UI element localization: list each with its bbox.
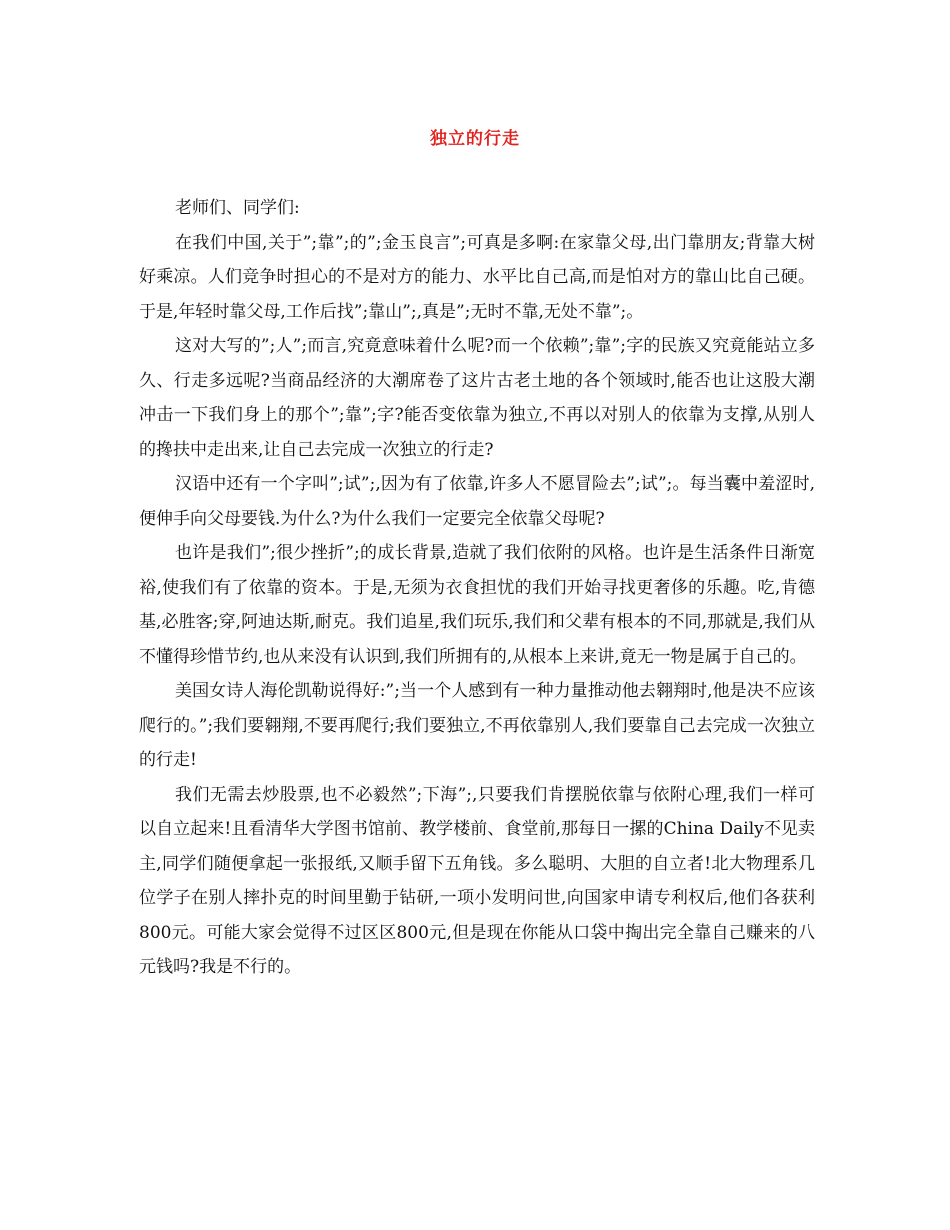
paragraph: 在我们中国,关于”;靠”;的”;金玉良言”;可真是多啊:在家靠父母,出门靠朋友;背靠大树好乘凉。人们竞争时担心的不是对方的能力、水平比自己高,而是怕对方的靠山比自己硬。于是,年轻时靠父母,工作后找”;靠山”;,真是”;无时不靠,无处不靠”;。 xyxy=(139,232,815,322)
paragraph-salutation: 老师们、同学们: xyxy=(175,198,300,218)
paragraph: 美国女诗人海伦凯勒说得好:”;当一个人感到有一种力量推动他去翱翔时,他是决不应该爬行的。”;我们要翱翔,不要再爬行;我们要独立,不再依靠别人,我们要靠自己去完成一次独立的行走! xyxy=(139,681,815,770)
paragraph: 这对大写的”;人”;而言,究竟意味着什么呢?而一个依赖”;靠”;字的民族又究竟能站立多久、行走多远呢?当商品经济的大潮席卷了这片古老土地的各个领域时,能否也让这股大潮冲击一下我们身上的那个”;靠”;字?能否变依靠为独立,不再以对别人的依靠为支撑,从别人的搀扶中走出来,让自己去完成一次独立的行走? xyxy=(139,336,815,460)
document-title: 独立的行走 xyxy=(430,129,520,149)
paragraph: 我们无需去炒股票,也不必毅然”;下海”;,只要我们肯摆脱依靠与依附心理,我们一样可以自立起来!且看清华大学图书馆前、教学楼前、食堂前,那每日一摞的China Daily不见卖主,同学们随便拿起一张报纸,又顺手留下五角钱。多么聪明、大胆的自立者!北大物理系几位学子在别人摔扑克的时间里勤于钻研,一项小发明问世,向国家申请专利权后,他们各获利800元。可能大家会觉得不过区区800元,但是现在你能从口袋中掏出完全靠自己赚来的八元钱吗?我是不行的。 xyxy=(139,784,815,977)
paragraph: 汉语中还有一个字叫”;试”;,因为有了依靠,许多人不愿冒险去”;试”;。每当囊中羞涩时,便伸手向父母要钱.为什么?为什么我们一定要完全依靠父母呢? xyxy=(139,474,815,529)
document-body xyxy=(139,191,815,985)
paragraph: 也许是我们”;很少挫折”;的成长背景,造就了我们依附的风格。也许是生活条件日渐宽裕,使我们有了依靠的资本。于是,无须为衣食担忧的我们开始寻找更奢侈的乐趣。吃,肯德基,必胜客;穿,阿迪达斯,耐克。我们追星,我们玩乐,我们和父辈有根本的不同,那就是,我们从不懂得珍惜节约,也从来没有认识到,我们所拥有的,从根本上来讲,竟无一物是属于自己的。 xyxy=(139,543,815,667)
